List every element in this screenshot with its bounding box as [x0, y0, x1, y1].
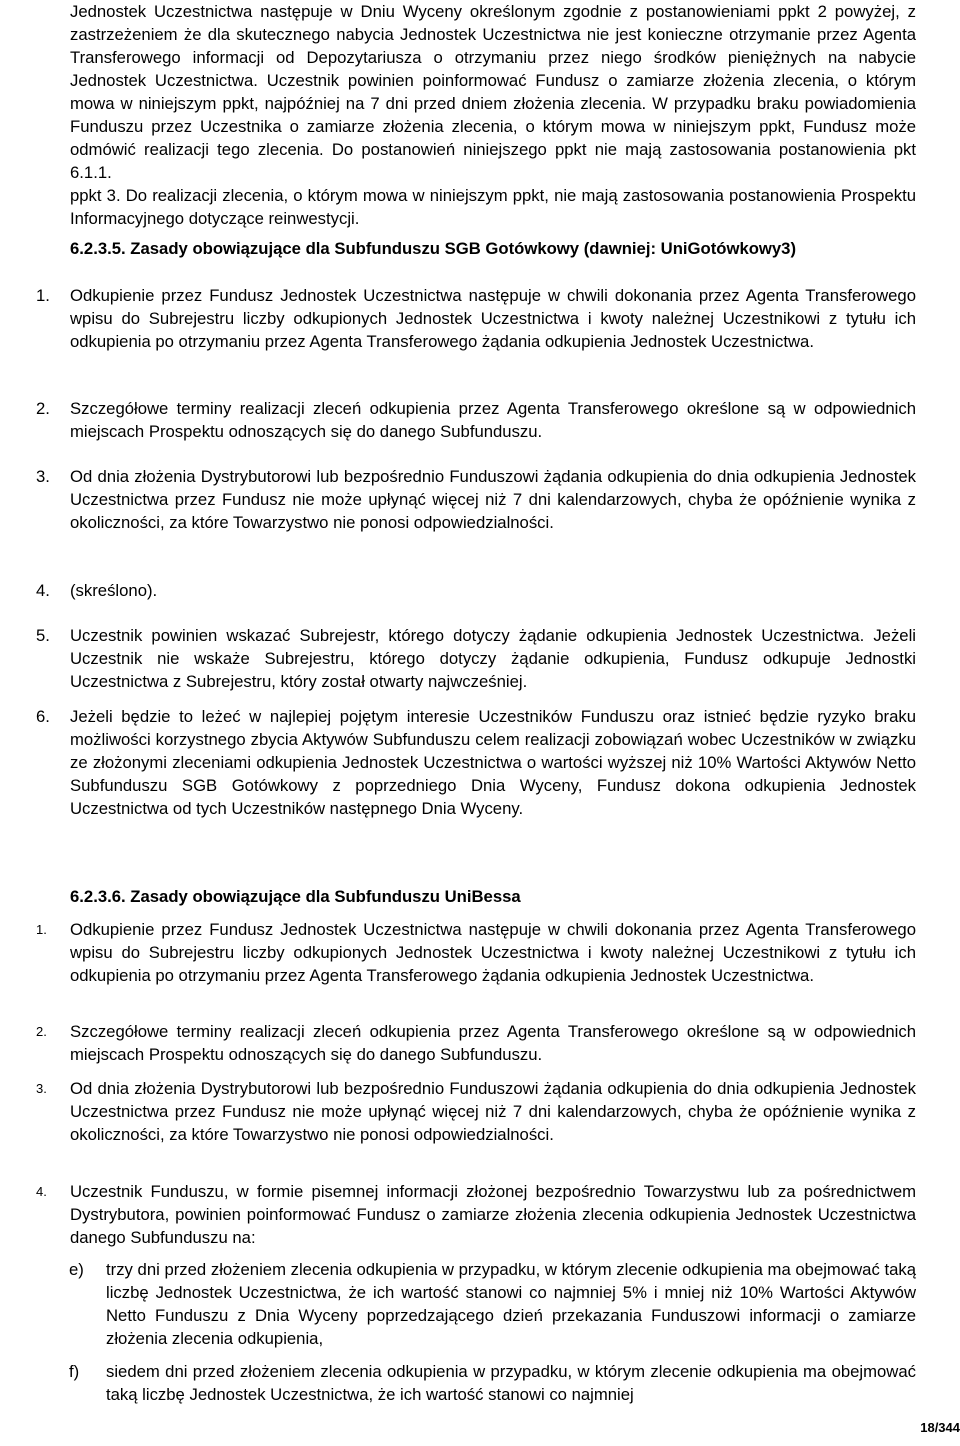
- list-item-number: 5.: [36, 626, 50, 645]
- sub-list-item-text: siedem dni przed złożeniem zlecenia odkupienia w przypadku, w którym zlecenie odkupienia ma obejmować taką liczbę Jednostek Uczestnictwa, że ich wartość stanowi co najmniej: [106, 1362, 916, 1404]
- list-item: [36, 918, 916, 987]
- list-item-number: 4.: [36, 1184, 47, 1199]
- sub-list-item: [69, 1360, 916, 1406]
- list-item-number: 2.: [36, 399, 50, 418]
- list-item: [36, 705, 916, 820]
- sub-list-item-letter: e): [69, 1260, 84, 1279]
- list-item-text: Uczestnik Funduszu, w formie pisemnej informacji złożonej bezpośrednio Towarzystwu lub za pośrednictwem Dystrybutora, powinien poinformować Fundusz o zamiarze złożenia zlecenia odkupienia Jednostek Uczestnictwa danego Subfunduszu na:: [70, 1182, 916, 1247]
- sub-list-item: [69, 1258, 916, 1350]
- sub-list-item-text: trzy dni przed złożeniem zlecenia odkupienia w przypadku, w którym zlecenie odkupienia ma obejmować taką liczbę Jednostek Uczestnictwa, że ich wartość stanowi co najmniej 5% i mniej niż 10% Wartości Aktywów Netto Funduszu z Dnia Wyceny poprzedzającego dzień przekazania Funduszowi informacji o zamiarze złożenia zlecenia odkupienia,: [106, 1260, 916, 1348]
- list-item-number: 1.: [36, 286, 50, 305]
- list-item-text: Odkupienie przez Fundusz Jednostek Uczestnictwa następuje w chwili dokonania przez Agenta Transferowego wpisu do Subrejestru liczby odkupionych Jednostek Uczestnictwa i kwoty należnej Uczestnikowi z tytułu ich odkupienia po otrzymaniu przez Agenta Transferowego żądania odkupienia Jednostek Uczestnictwa.: [70, 286, 916, 351]
- list-item: [36, 579, 916, 602]
- list-item-number: 4.: [36, 581, 50, 600]
- list-item-text: (skreślono).: [70, 581, 158, 600]
- list-item-number: 2.: [36, 1024, 47, 1039]
- list-item: [36, 1180, 916, 1249]
- list-item-text: Od dnia złożenia Dystrybutorowi lub bezpośrednio Funduszowi żądania odkupienia do dnia odkupienia Jednostek Uczestnictwa przez Fundusz nie może upłynąć więcej niż 7 dni kalendarzowych, chyba że opóźnienie wynika z okoliczności, za które Towarzystwo nie ponosi odpowiedzialności.: [70, 467, 916, 532]
- list-item-text: Uczestnik powinien wskazać Subrejestr, którego dotyczy żądanie odkupienia Jednostek Uczestnictwa. Jeżeli Uczestnik nie wskaże Subrejestru, którego dotyczy żądanie odkupienia, Fundusz odkupuje Jednostki Uczestnictwa z Subrejestru, który został otwarty najwcześniej.: [70, 626, 916, 691]
- section-heading-6236: 6.2.3.6. Zasady obowiązujące dla Subfunduszu UniBessa: [70, 887, 521, 906]
- section-heading-6235: 6.2.3.5. Zasady obowiązujące dla Subfunduszu SGB Gotówkowy (dawniej: UniGotówkowy3): [70, 239, 797, 258]
- list-item-text: Szczegółowe terminy realizacji zleceń odkupienia przez Agenta Transferowego określone są w odpowiednich miejscach Prospektu odnoszących się do danego Subfunduszu.: [70, 1022, 916, 1064]
- list-item-number: 3.: [36, 467, 50, 486]
- list-item: [36, 465, 916, 534]
- list-item-number: 3.: [36, 1081, 47, 1096]
- sub-list-item-letter: f): [69, 1362, 80, 1381]
- list-item: [36, 1020, 916, 1066]
- list-item: [36, 1077, 916, 1146]
- list-item-text: Jeżeli będzie to leżeć w najlepiej pojętym interesie Uczestników Funduszu oraz istnieć będzie ryzyko braku możliwości korzystnego zbycia Aktywów Subfunduszu celem realizacji zobowiązań wobec Uczestników w związku ze złożonymi zleceniami odkupienia Jednostek Uczestnictwa o wartości wyższej niż 10% Wartości Aktywów Netto Subfunduszu SGB Gotówkowy z poprzedniego Dnia Wyceny, Fundusz dokona odkupienia Jednostek Uczestnictwa od tych Uczestników następnego Dnia Wyceny.: [70, 707, 916, 818]
- list-item: [36, 397, 916, 443]
- ppkt3-paragraph: ppkt 3. Do realizacji zlecenia, o którym mowa w niniejszym ppkt, nie mają zastosowania postanowienia Prospektu Informacyjnego dotyczące reinwestycji.: [70, 186, 916, 228]
- page-number: 18/344: [920, 1420, 960, 1435]
- list-item: [36, 284, 916, 353]
- list-item-text: Szczegółowe terminy realizacji zleceń odkupienia przez Agenta Transferowego określone są w odpowiednich miejscach Prospektu odnoszących się do danego Subfunduszu.: [70, 399, 916, 441]
- list-item-number: 6.: [36, 707, 50, 726]
- list-item-number: 1.: [36, 922, 47, 937]
- list-item-text: Od dnia złożenia Dystrybutorowi lub bezpośrednio Funduszowi żądania odkupienia do dnia odkupienia Jednostek Uczestnictwa przez Fundusz nie może upłynąć więcej niż 7 dni kalendarzowych, chyba że opóźnienie wynika z okoliczności, za które Towarzystwo nie ponosi odpowiedzialności.: [70, 1079, 916, 1144]
- intro-paragraph: Jednostek Uczestnictwa następuje w Dniu Wyceny określonym zgodnie z postanowieniami ppkt 2 powyżej, z zastrzeżeniem że dla skutecznego nabycia Jednostek Uczestnictwa nie jest konieczne otrzymanie przez Agenta Transferowego informacji od Depozytariusza o otrzymaniu przez niego środków pieniężnych na nabycie Jednostek Uczestnictwa. Uczestnik powinien poinformować Fundusz o zamiarze złożenia zlecenia, o którym mowa w niniejszym ppkt, najpóźniej na 7 dni przed dniem złożenia zlecenia. W przypadku braku powiadomienia Funduszu przez Uczestnika o zamiarze złożenia zlecenia, o którym mowa w niniejszym ppkt, Fundusz może odmówić realizacji tego zlecenia. Do postanowień niniejszego ppkt nie mają zastosowania postanowienia pkt 6.1.1.: [70, 2, 916, 182]
- list-item: [36, 624, 916, 693]
- list-item-text: Odkupienie przez Fundusz Jednostek Uczestnictwa następuje w chwili dokonania przez Agenta Transferowego wpisu do Subrejestru liczby odkupionych Jednostek Uczestnictwa i kwoty należnej Uczestnikowi z tytułu ich odkupienia po otrzymaniu przez Agenta Transferowego żądania odkupienia Jednostek Uczestnictwa.: [70, 920, 916, 985]
